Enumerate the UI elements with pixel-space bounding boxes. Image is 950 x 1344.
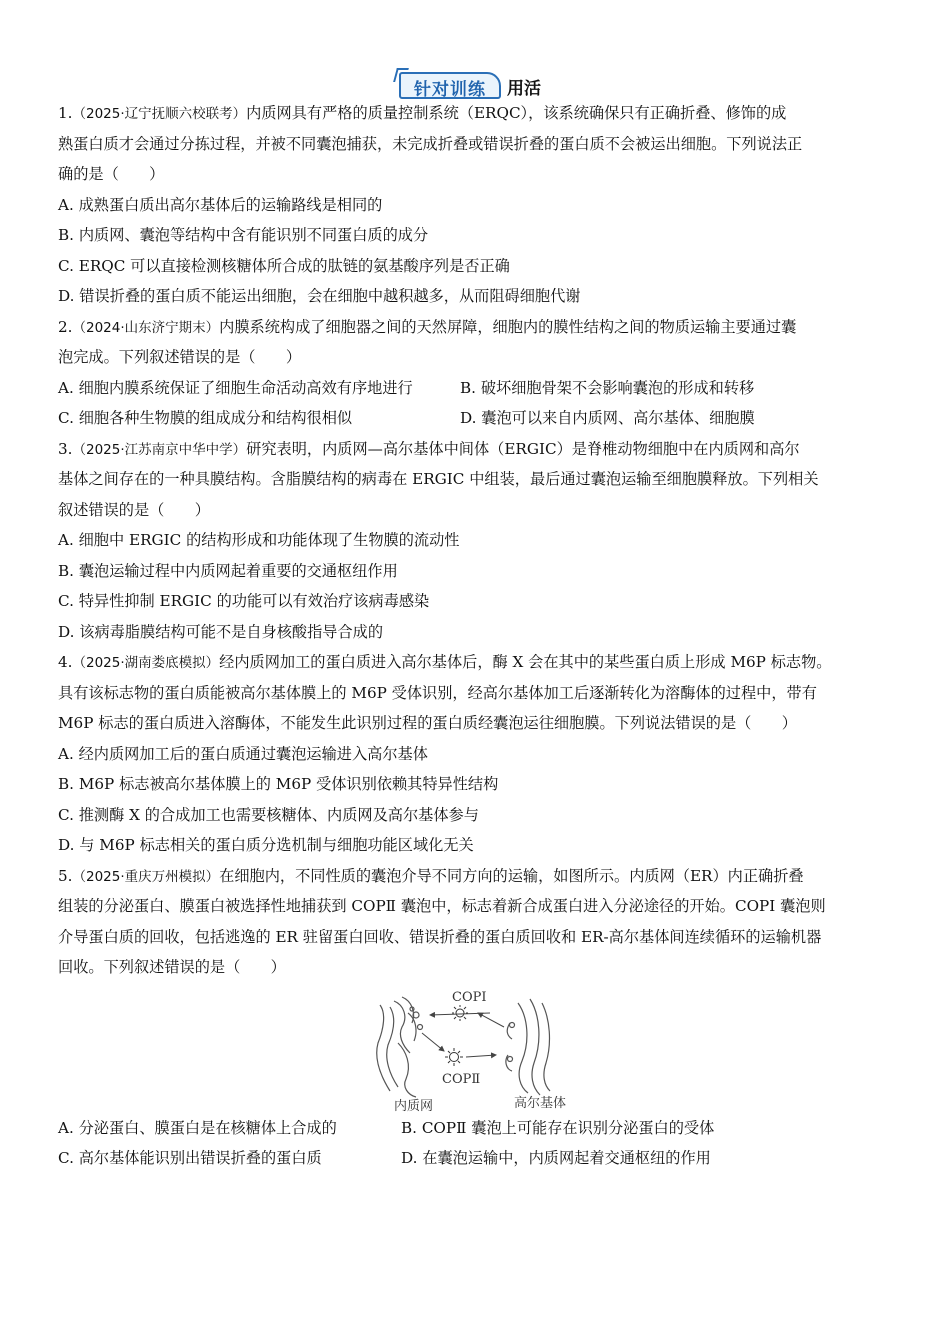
er-label: 内质网 [394,1098,434,1113]
option-c: C. 特异性抑制 ERGIC 的功能可以有效治疗该病毒感染 [58,592,430,610]
option-d: D. 囊泡可以来自内质网、高尔基体、细胞膜 [460,409,755,427]
option-c: C. 高尔基体能识别出错误折叠的蛋白质 [58,1149,322,1167]
section-badge-label: 针对训练 [414,80,486,100]
question-stem-line: 叙述错误的是（ ） [58,500,210,519]
question-source: （2025·辽宁抚顺六校联考） [72,106,247,122]
copii-label: COPⅡ [442,1071,481,1087]
option-a: A. 经内质网加工后的蛋白质通过囊泡运输进入高尔基体 [58,744,428,763]
transport-arrows [422,1013,504,1057]
question-5 [58,861,908,1174]
golgi-label: 高尔基体 [514,1095,567,1111]
vesicle-transport-figure [58,983,908,1113]
section-badge [399,72,501,99]
question-number: 5. [58,866,73,885]
option-c: C. 推测酶 X 的合成加工也需要核糖体、内质网及高尔基体参与 [58,805,479,824]
page [58,62,908,1174]
option-b: B. COPⅡ 囊泡上可能存在识别分泌蛋白的受体 [401,1118,715,1137]
option-d: D. 错误折叠的蛋白质不能运出细胞，会在细胞中越积越多，从而阻碍细胞代谢 [58,287,581,305]
question-number: 3. [58,439,73,458]
question-stem-line: 具有该标志物的蛋白质能被高尔基体膜上的 M6P 受体识别，经高尔基体加工后逐渐转化为溶酶体的过程中，带有 [58,683,817,702]
question-stem-line: 介导蛋白质的回收，包括逃逸的 ER 驻留蛋白回收、错误折叠的蛋白质回收和 ER-高尔基体间连续循环的运输机器 [58,927,822,946]
option-a: A. 细胞内膜系统保证了细胞生命活动高效有序地进行 [58,378,413,397]
question-stem-line: 组装的分泌蛋白、膜蛋白被选择性地捕获到 COPⅡ 囊泡中，标志着新合成蛋白进入分泌途径的开始。COPI 囊泡则 [58,897,826,915]
section-header [58,62,908,98]
question-source: （2025·江苏南京中华中学） [72,441,247,458]
copi-label: COPⅠ [452,989,487,1005]
question-number: 2. [58,317,73,336]
question-text: 在细胞内，不同性质的囊泡介导不同方向的运输，如图所示。内质网（ER）内正确折叠 [219,866,804,885]
question-text: 内质网具有严格的质量控制系统（ERQC），该系统确保只有正确折叠、修饰的成 [246,104,787,122]
question-stem-line: 泡完成。下列叙述错误的是（ ） [58,348,301,366]
copii-vesicle [445,1048,463,1066]
question-number: 4. [58,653,73,671]
question-source: （2025·重庆万州模拟） [72,868,220,885]
option-a: A. 细胞中 ERGIC 的结构形成和功能体现了生物膜的流动性 [58,531,460,549]
question-stem-line: M6P 标志的蛋白质进入溶酶体，不能发生此识别过程的蛋白质经囊泡运往细胞膜。下列说法错误的是（ ） [58,714,797,732]
option-a: A. 分泌蛋白、膜蛋白是在核糖体上合成的 [58,1118,337,1137]
option-d: D. 在囊泡运输中，内质网起着交通枢纽的作用 [401,1149,711,1167]
question-3 [58,434,908,648]
option-row [58,403,908,434]
question-source: （2025·湖南娄底模拟） [72,655,220,671]
option-b: B. M6P 标志被高尔基体膜上的 M6P 受体识别依赖其特异性结构 [58,775,499,793]
option-a: A. 成熟蛋白质出高尔基体后的运输路线是相同的 [58,195,383,214]
question-stem-line [58,861,908,892]
copi-vesicle [452,1005,468,1021]
question-text: 研究表明，内质网—高尔基体中间体（ERGIC）是脊椎动物细胞中在内质网和高尔 [246,439,800,458]
option-b: B. 破坏细胞骨架不会影响囊泡的形成和转移 [460,378,755,397]
question-stem-line: 基体之间存在的一种具膜结构。含脂膜结构的病毒在 ERGIC 中组装，最后通过囊泡运输至细胞膜释放。下列相关 [58,470,819,488]
question-2 [58,312,908,434]
option-b: B. 囊泡运输过程中内质网起着重要的交通枢纽作用 [58,561,398,580]
er-drawing [377,997,423,1097]
option-d: D. 与 M6P 标志相关的蛋白质分选机制与细胞功能区域化无关 [58,836,474,854]
section-subtitle: 用活 [507,79,541,99]
question-stem-line: 确的是（ ） [58,165,165,183]
option-c: C. ERQC 可以直接检测核糖体所合成的肽链的氨基酸序列是否正确 [58,256,510,275]
option-row [58,1143,908,1174]
question-stem-line [58,98,908,129]
question-1 [58,98,908,312]
option-d: D. 该病毒脂膜结构可能不是自身核酸指导合成的 [58,622,384,641]
question-text: 经内质网加工的蛋白质进入高尔基体后，酶 X 会在其中的某些蛋白质上形成 M6P 标志物。 [219,653,832,671]
figure-svg [372,983,582,1113]
option-b: B. 内质网、囊泡等结构中含有能识别不同蛋白质的成分 [58,226,429,244]
golgi-drawing [506,999,550,1095]
question-number: 1. [58,104,73,122]
option-c: C. 细胞各种生物膜的组成成分和结构很相似 [58,409,353,427]
question-stem-line: 熟蛋白质才会通过分拣过程，并被不同囊泡捕获，未完成折叠或错误折叠的蛋白质不会被运出细胞。下列说法正 [58,134,803,153]
question-stem-line [58,647,908,678]
question-stem-line [58,434,908,465]
question-4 [58,647,908,861]
question-source: （2024·山东济宁期末） [72,319,220,336]
question-text: 内膜系统构成了细胞器之间的天然屏障，细胞内的膜性结构之间的物质运输主要通过囊 [219,317,797,336]
question-stem-line [58,312,908,343]
option-row [58,373,908,404]
question-stem-line: 回收。下列叙述错误的是（ ） [58,958,286,976]
option-row [58,1113,908,1144]
